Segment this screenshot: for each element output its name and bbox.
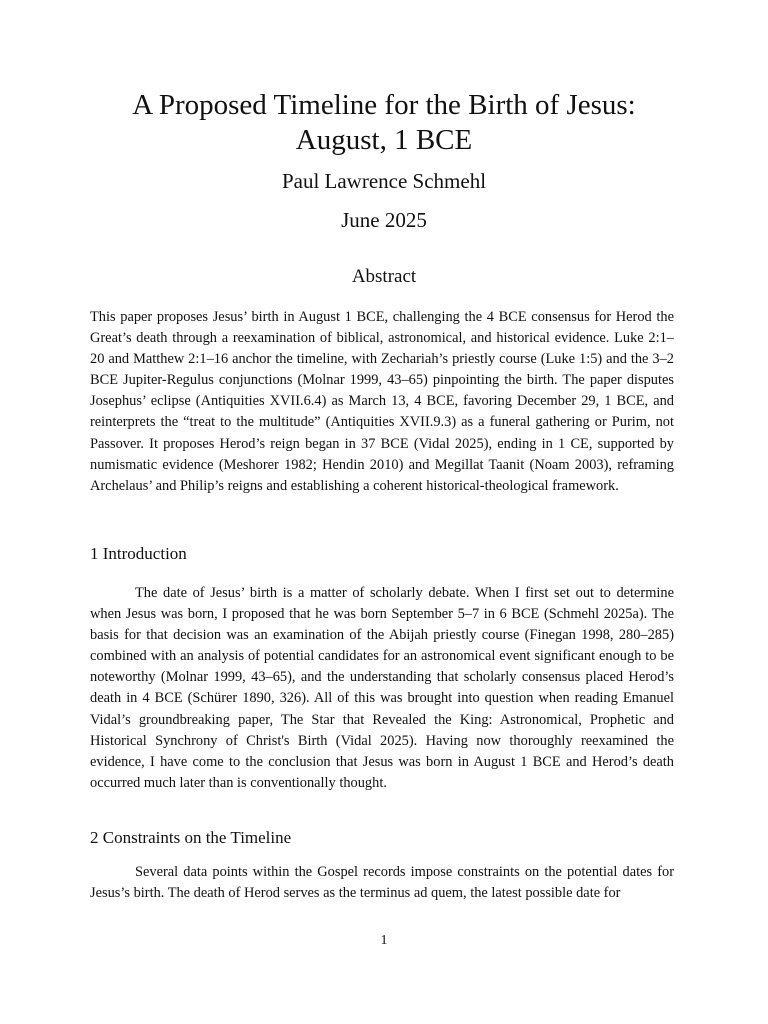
paper-date: June 2025: [341, 208, 427, 232]
abstract-heading: Abstract: [351, 266, 417, 287]
paper-author: Paul Lawrence Schmehl: [281, 169, 487, 193]
section-heading-constraints: 2 Constraints on the Timeline: [90, 828, 292, 847]
page-number: 1: [380, 933, 388, 948]
paper-title-line-1: A Proposed Timeline for the Birth of Jesus:: [132, 89, 636, 121]
section-heading-introduction: 1 Introduction: [90, 544, 187, 563]
paper-title: [0, 88, 768, 158]
paper-title-line-2: August, 1 BCE: [295, 124, 473, 156]
section-paragraph-introduction: The date of Jesus’ birth is a matter of scholarly debate. When I first set out to determine when Jesus was born, I proposed that he was born September 5–7 in 6 BCE (Schmehl 2025a). The basis for that decision was an examination of the Abijah priestly course (Finegan 1998, 280–285) combined with an analysis of potential candidates for an astronomical event significant enough to be noteworthy (Molnar 1999, 43–65), and the understanding that scholarly consensus placed Herod’s death in 4 BCE (Schürer 1890, 326). All of this was brought into question when reading Emanuel Vidal’s groundbreaking paper, The Star that Revealed the King: Astronomical, Prophetic and Historical Synchrony of Christ's Birth (Vidal 2025). Having now thoroughly reexamined the evidence, I have come to the conclusion that Jesus was born in August 1 BCE and Herod’s death occurred much later than is conventionally thought.: [90, 585, 674, 791]
section-paragraph-constraints: Several data points within the Gospel records impose constraints on the potential dates for Jesus’s birth. The death of Herod serves as the terminus ad quem, the latest possible date for: [90, 864, 674, 902]
abstract-text: This paper proposes Jesus’ birth in August 1 BCE, challenging the 4 BCE consensus for Herod the Great’s death through a reexamination of biblical, astronomical, and historical evidence. Luke 2:1–20 and Matthew 2:1–16 anchor the timeline, with Zechariah’s priestly course (Luke 1:5) and the 3–2 BCE Jupiter-Regulus conjunctions (Molnar 1999, 43–65) pinpointing the birth. The paper disputes Josephus’ eclipse (Antiquities XVII.6.4) as March 13, 4 BCE, favoring December 29, 1 BCE, and reinterprets the “treat to the multitude” (Antiquities XVII.9.3) as a funeral gathering or Purim, not Passover. It proposes Herod’s reign began in 37 BCE (Vidal 2025), ending in 1 CE, supported by numismatic evidence (Meshorer 1982; Hendin 2010) and Megillat Taanit (Noam 2003), reframing Archelaus’ and Philip’s reigns and establishing a coherent historical-theological framework.: [90, 309, 674, 494]
